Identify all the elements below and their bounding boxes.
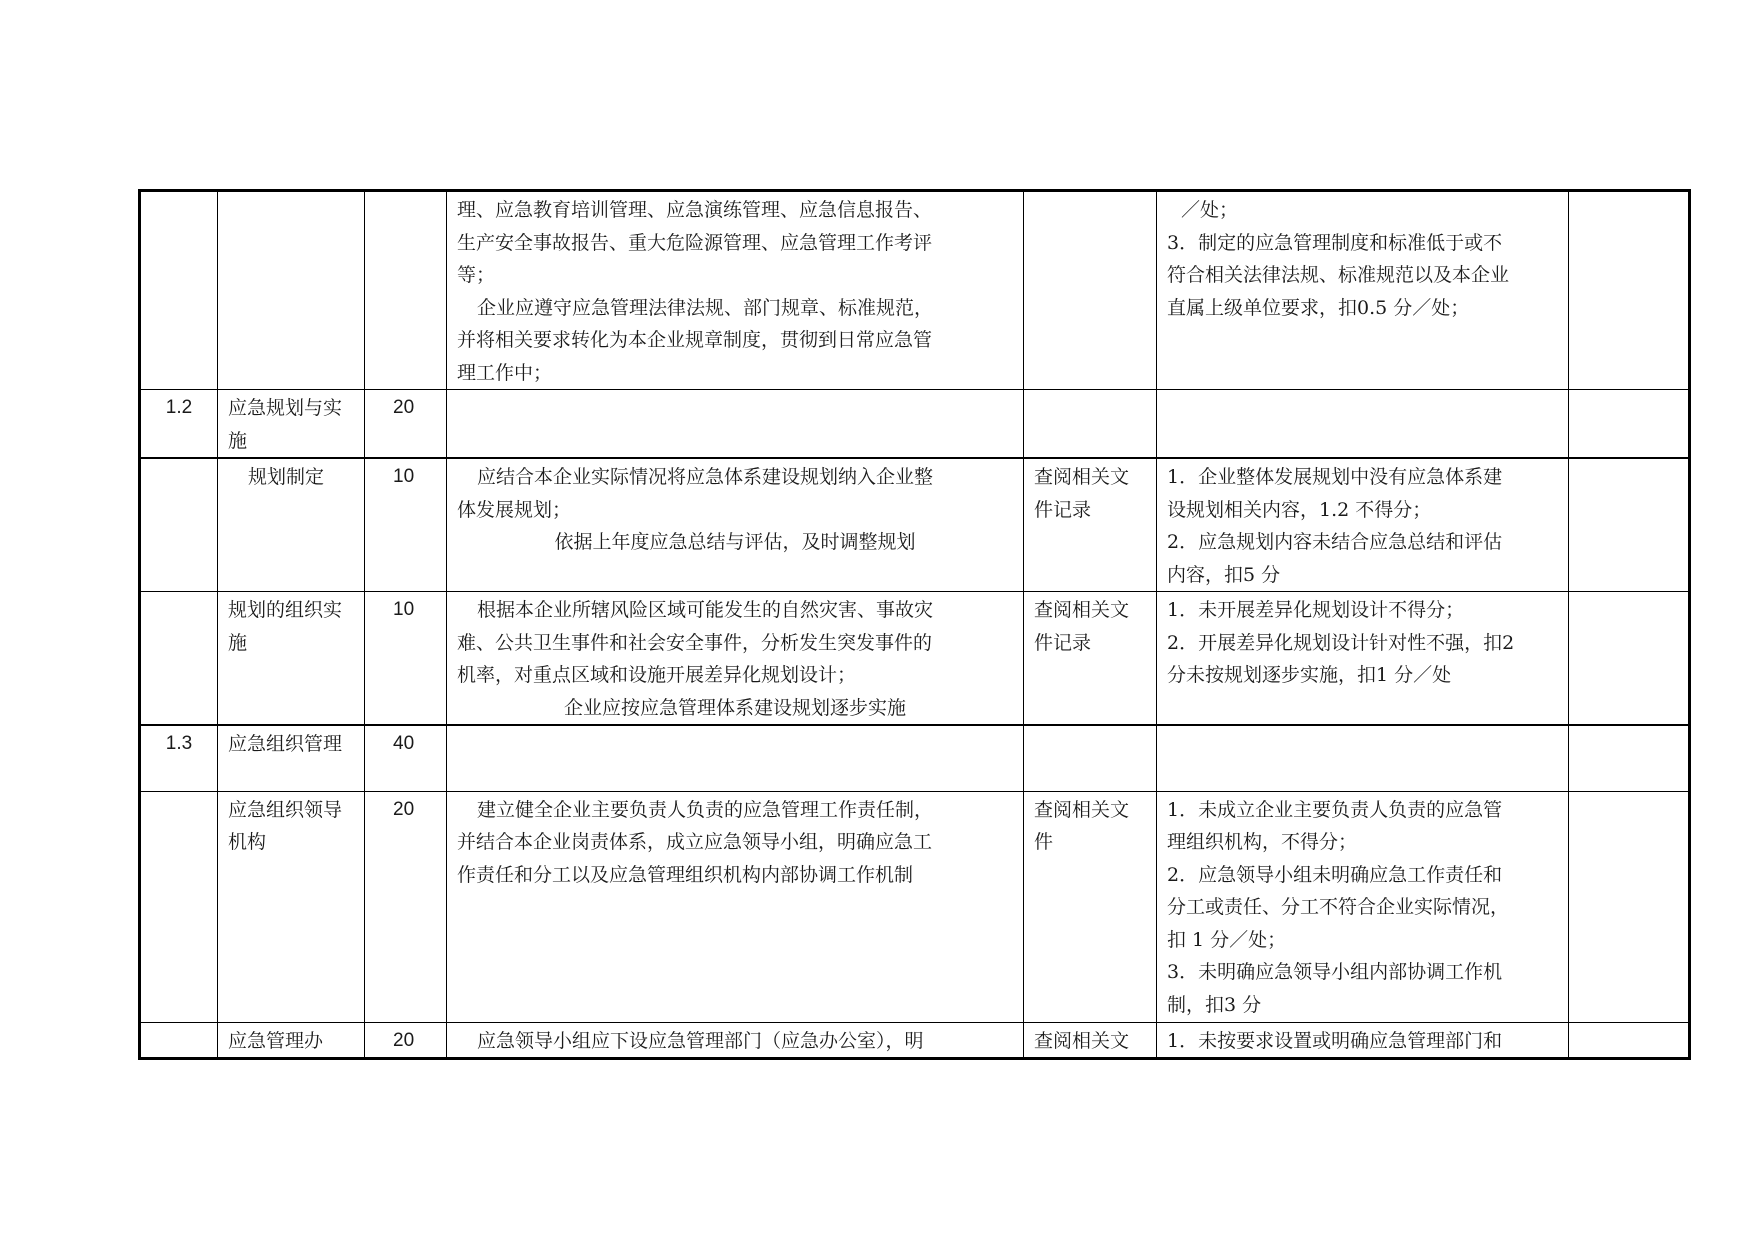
content-line: 应结合本企业实际情况将应急体系建设规划纳入企业整 <box>477 466 934 488</box>
item-id-cell: 1.3 <box>140 725 218 791</box>
item-name-cell: 应急管理办 <box>218 1022 365 1059</box>
criteria-line: 设规划相关内容，1.2 不得分； <box>1167 498 1432 521</box>
item-score-cell: 20 <box>365 390 447 459</box>
content-line: 理、应急教育培训管理、应急演练管理、应急信息报告、 <box>457 199 933 221</box>
criteria-line: 1．未开展差异化规划设计不得分； <box>1167 599 1465 621</box>
content-line: 应急领导小组应下设应急管理部门（应急办公室），明 <box>477 1029 924 1052</box>
content-line: 理工作中； <box>457 361 553 384</box>
content-line: 并将相关要求转化为本企业规章制度，贯彻到日常应急管 <box>457 329 933 351</box>
item-method-cell: 查阅相关文件记录 <box>1024 458 1157 592</box>
item-score-cell: 20 <box>365 1022 447 1059</box>
item-content-cell <box>447 791 1024 1022</box>
content-line: 生产安全事故报告、重大危险源管理、应急管理工作考评 <box>457 231 933 254</box>
criteria-line: 分工或责任、分工不符合企业实际情况， <box>1167 896 1510 918</box>
item-score-cell: 10 <box>365 458 447 592</box>
item-content-cell <box>447 390 1024 459</box>
table-row <box>140 1022 1690 1059</box>
item-content-cell <box>447 1022 1024 1059</box>
item-score-cell: 20 <box>365 791 447 1022</box>
content-line: 等； <box>457 264 496 286</box>
item-name-cell: 应急规划与实施 <box>218 390 365 459</box>
content-line: 依据上年度应急总结与评估，及时调整规划 <box>554 531 916 553</box>
item-remarks-cell <box>1569 390 1690 459</box>
content-line: 难、公共卫生事件和社会安全事件，分析发生突发事件的 <box>457 631 933 654</box>
table-row <box>140 458 1690 592</box>
item-method-cell: 查阅相关文件 <box>1024 791 1157 1022</box>
item-id-cell <box>140 592 218 726</box>
criteria-line: 3．制定的应急管理制度和标准低于或不 <box>1167 231 1503 254</box>
criteria-line: 直属上级单位要求，扣0.5 分／处； <box>1167 296 1470 319</box>
item-content-cell <box>447 458 1024 592</box>
item-content-cell <box>447 592 1024 726</box>
item-id-cell <box>140 191 218 390</box>
criteria-line: ／处； <box>1181 199 1239 221</box>
item-name-cell: 规划制定 <box>218 458 365 592</box>
table-row <box>140 191 1690 390</box>
criteria-line: 内容，扣5 分 <box>1167 563 1281 586</box>
item-name-cell <box>218 191 365 390</box>
content-line: 企业应按应急管理体系建设规划逐步实施 <box>563 696 906 719</box>
item-criteria-cell <box>1157 390 1569 459</box>
criteria-line: 1．企业整体发展规划中没有应急体系建 <box>1167 466 1503 488</box>
criteria-line: 2．应急规划内容未结合应急总结和评估 <box>1167 531 1503 553</box>
item-criteria-cell <box>1157 725 1569 791</box>
item-criteria-cell <box>1157 592 1569 726</box>
item-method-cell <box>1024 725 1157 791</box>
item-remarks-cell <box>1569 791 1690 1022</box>
item-score-cell: 10 <box>365 592 447 726</box>
criteria-line: 理组织机构，不得分； <box>1167 831 1358 853</box>
content-line: 体发展规划； <box>457 498 572 521</box>
item-id-cell <box>140 791 218 1022</box>
item-remarks-cell <box>1569 458 1690 592</box>
content-line: 建立健全企业主要负责人负责的应急管理工作责任制， <box>477 798 934 821</box>
content-line: 企业应遵守应急管理法律法规、部门规章、标准规范， <box>477 296 934 319</box>
criteria-line: 符合相关法律法规、标准规范以及本企业 <box>1167 264 1510 286</box>
item-remarks-cell <box>1569 592 1690 726</box>
item-criteria-cell <box>1157 458 1569 592</box>
item-method-cell <box>1024 191 1157 390</box>
item-id-cell: 1.2 <box>140 390 218 459</box>
criteria-line: 制，扣3 分 <box>1167 993 1262 1016</box>
criteria-line: 分未按规划逐步实施，扣1 分／处 <box>1167 664 1452 686</box>
item-score-cell: 40 <box>365 725 447 791</box>
criteria-line: 2．应急领导小组未明确应急工作责任和 <box>1167 863 1503 886</box>
table-row <box>140 725 1690 791</box>
content-line: 并结合本企业岗责体系，成立应急领导小组，明确应急工 <box>457 831 933 853</box>
criteria-line: 2．开展差异化规划设计针对性不强，扣2 <box>1167 631 1515 654</box>
item-score-cell <box>365 191 447 390</box>
table-row <box>140 390 1690 459</box>
item-remarks-cell <box>1569 1022 1690 1059</box>
item-method-cell: 查阅相关文件记录 <box>1024 592 1157 726</box>
criteria-line: 3．未明确应急领导小组内部协调工作机 <box>1167 961 1503 983</box>
item-method-cell: 查阅相关文 <box>1024 1022 1157 1059</box>
table-row <box>140 791 1690 1022</box>
item-criteria-cell <box>1157 191 1569 390</box>
item-criteria-cell <box>1157 1022 1569 1059</box>
item-id-cell <box>140 458 218 592</box>
item-method-cell <box>1024 390 1157 459</box>
item-criteria-cell <box>1157 791 1569 1022</box>
content-line: 根据本企业所辖风险区域可能发生的自然灾害、事故灾 <box>477 599 934 621</box>
item-remarks-cell <box>1569 191 1690 390</box>
criteria-line: 1．未成立企业主要负责人负责的应急管 <box>1167 798 1503 821</box>
item-remarks-cell <box>1569 725 1690 791</box>
content-line: 机率，对重点区域和设施开展差异化规划设计； <box>457 664 857 686</box>
criteria-line: 1．未按要求设置或明确应急管理部门和 <box>1167 1029 1503 1052</box>
standards-table <box>138 189 1691 1060</box>
criteria-line: 扣 1 分／处； <box>1167 928 1287 951</box>
item-name-cell: 应急组织管理 <box>218 725 365 791</box>
item-content-cell <box>447 191 1024 390</box>
item-name-cell: 应急组织领导机构 <box>218 791 365 1022</box>
item-name-cell: 规划的组织实施 <box>218 592 365 726</box>
item-content-cell <box>447 725 1024 791</box>
item-id-cell <box>140 1022 218 1059</box>
table-row <box>140 592 1690 726</box>
content-line: 作责任和分工以及应急管理组织机构内部协调工作机制 <box>457 863 914 886</box>
